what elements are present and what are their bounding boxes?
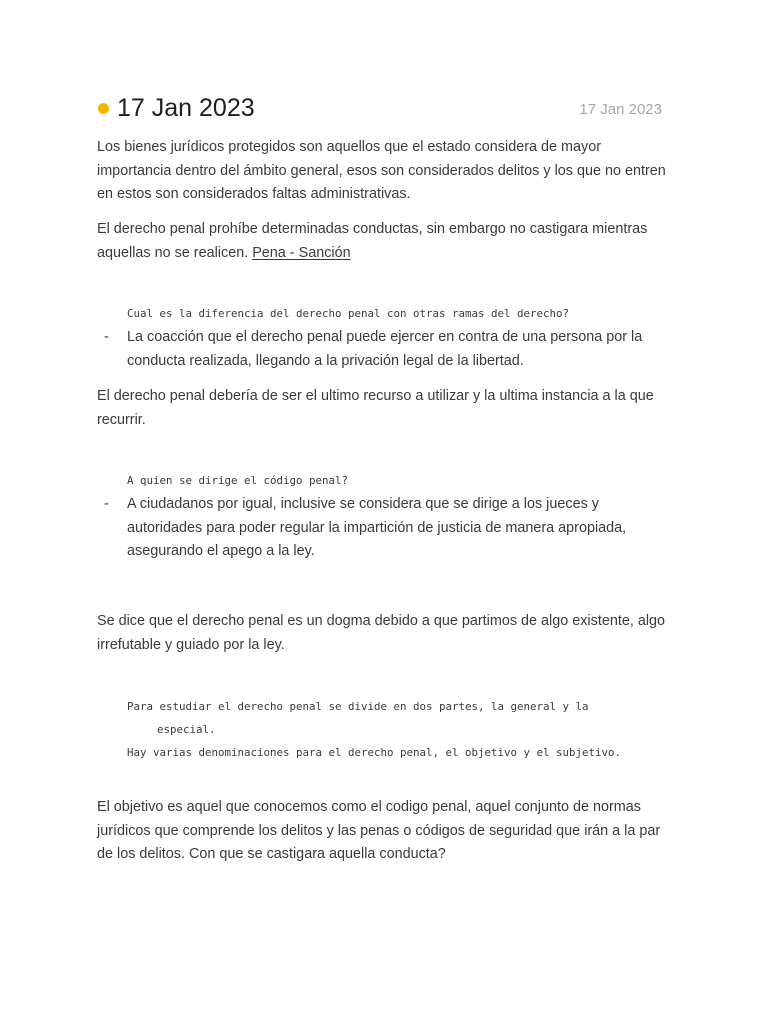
note-header [98, 92, 662, 126]
paragraph-ultimo-recurso: El derecho penal debería de ser el ultimo recurso a utilizar y la ultima instancia a la que recurrir. [97, 388, 654, 428]
note-title: 17 Jan 2023 [117, 94, 255, 122]
pena-sancion-link[interactable]: Pena - Sanción [252, 244, 351, 261]
paragraph-conductas [97, 218, 672, 265]
list-item-text: A ciudadanos por igual, inclusive se considera que se dirige a los jueces y autoridades para poder regular la impartición de justicia de manera apropiada, asegurando el apego a la ley. [127, 496, 627, 559]
note-date: 17 Jan 2023 [579, 101, 662, 118]
code-question-a-quien: A quien se dirige el código penal? [127, 474, 349, 487]
paragraph-bienes-juridicos: Los bienes jurídicos protegidos son aquellos que el estado considera de mayor importancia dentro del ámbito general, esos son considerados delitos y los que no entren en estos son considerados faltas administrativas. [97, 139, 666, 202]
paragraph-dogma: Se dice que el derecho penal es un dogma debido a que partimos de algo existente, algo irrefutable y guiado por la ley. [97, 613, 666, 653]
paragraph-objetivo: El objetivo es aquel que conocemos como el codigo penal, aquel conjunto de normas jurídicos que comprende los delitos y las penas o códigos de seguridad que irán a la par de los delitos. Con que se castigara aquella conducta? [97, 799, 661, 862]
code-block-partes [127, 695, 621, 764]
paragraph-conductas-text: El derecho penal prohíbe determinadas conductas, sin embargo no castigara mientras aquellas no se realicen. [97, 221, 648, 261]
code-line: Hay varias denominaciones para el derecho penal, el objetivo y el subjetivo. [127, 746, 622, 759]
list-item-coaccion [104, 326, 672, 373]
code-line: Para estudiar el derecho penal se divide en dos partes, la general y la [127, 700, 589, 713]
list-item-text: La coacción que el derecho penal puede ejercer en contra de una persona por la conducta realizada, llegando a la privación legal de la libertad. [127, 329, 643, 369]
bullet-dash: - [104, 329, 109, 345]
status-dot-icon [98, 103, 109, 114]
code-question-diferencia: Cual es la diferencia del derecho penal con otras ramas del derecho? [127, 307, 570, 320]
list-item-ciudadanos [104, 493, 672, 564]
code-line: especial. [157, 723, 216, 736]
bullet-dash: - [104, 496, 109, 512]
